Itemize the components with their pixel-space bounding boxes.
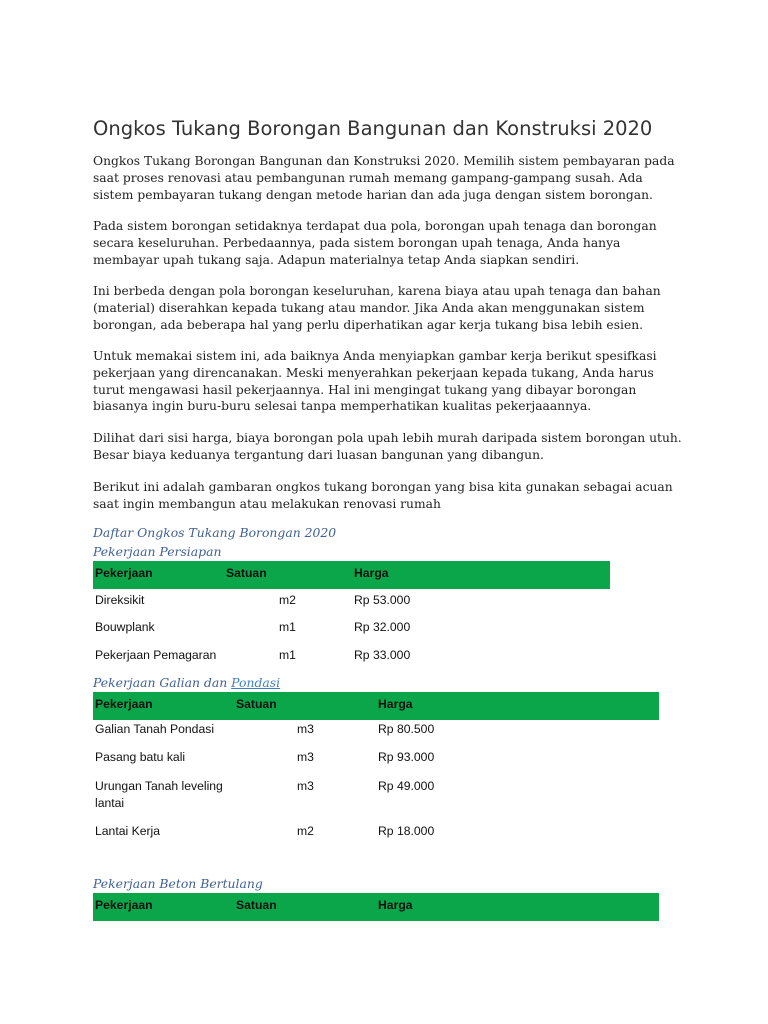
table-header-persiapan (93, 561, 610, 589)
document-title: Ongkos Tukang Borongan Bangunan dan Konstruksi 2020 (93, 117, 653, 140)
section-caption-galian (93, 675, 280, 690)
header-satuan: Satuan (236, 697, 277, 711)
paragraph-gambar-kerja (93, 348, 693, 415)
paragraph-line: saat ingin membangun atau melakukan renovasi rumah (93, 496, 441, 511)
table-row-unit: m1 (279, 648, 296, 662)
header-pekerjaan: Pekerjaan (95, 697, 153, 711)
table-row-item: Bouwplank (95, 620, 155, 634)
table-row-price: Rp 32.000 (354, 620, 411, 634)
paragraph-line: saat proses renovasi atau pembangunan rumah memang gampang-gampang susah. Ada (93, 170, 643, 185)
table-row-unit: m3 (297, 779, 314, 793)
section-caption-beton: Pekerjaan Beton Bertulang (93, 876, 263, 891)
paragraph-line: borongan, ada beberapa hal yang perlu diperhatikan agar kerja tukang bisa lebih esien. (93, 317, 644, 332)
paragraph-line: Dilihat dari sisi harga, biaya borongan pola upah lebih murah daripada sistem borongan utuh. (93, 431, 682, 445)
table-row-item: Galian Tanah Pondasi (95, 722, 215, 736)
header-pekerjaan: Pekerjaan (95, 898, 153, 912)
paragraph-line: turut mengawasi hasil pekerjaannya. Hal ini mengingat tukang yang dibayar borongan (93, 382, 637, 397)
paragraph-line: sistem pembayaran tukang dengan metode harian dan ada juga dengan sistem borongan. (93, 187, 653, 202)
table-row-unit: m2 (279, 593, 296, 607)
table-row-item-continued: lantai (95, 796, 125, 810)
table-row-price: Rp 53.000 (354, 593, 411, 607)
table-row-price: Rp 18.000 (378, 824, 435, 838)
table-row-item: Pekerjaan Pemagaran (95, 648, 217, 662)
section-caption-persiapan: Pekerjaan Persiapan (93, 544, 222, 559)
header-harga: Harga (378, 898, 413, 912)
section-caption-text: Pekerjaan Galian dan (93, 675, 232, 690)
table-row-price: Rp 49.000 (378, 779, 435, 793)
header-harga: Harga (378, 697, 413, 711)
paragraph-borongan-keseluruhan (93, 283, 693, 333)
paragraph-line: Ini berbeda dengan pola borongan keseluruhan, karena biaya atau upah tenaga dan bahan (93, 284, 661, 298)
table-row-price: Rp 80.500 (378, 722, 435, 736)
header-satuan: Satuan (226, 566, 267, 580)
header-harga: Harga (354, 566, 389, 580)
table-row-item: Direksikit (95, 593, 145, 607)
paragraph-line: membayar upah tukang saja. Adapun materialnya tetap Anda siapkan sendiri. (93, 252, 580, 267)
paragraph-line: Ongkos Tukang Borongan Bangunan dan Konstruksi 2020. Memilih sistem pembayaran pada (93, 154, 675, 168)
paragraph-line: biasanya ingin buru-buru selesai tanpa memperhatikan kualitas pekerjaaannya. (93, 399, 592, 414)
paragraph-line: Besar biaya keduanya tergantung dari luasan bangunan yang dibangun. (93, 447, 544, 462)
paragraph-line: secara keseluruhan. Perbedaannya, pada sistem borongan upah tenaga, Anda hanya (93, 235, 621, 250)
table-row-item: Lantai Kerja (95, 824, 161, 838)
table-row-price: Rp 93.000 (378, 750, 435, 764)
paragraph-line: Untuk memakai sistem ini, ada baiknya Anda menyiapkan gambar kerja berikut spesifkasi (93, 349, 657, 363)
table-header-beton (93, 893, 659, 921)
paragraph-line: Pada sistem borongan setidaknya terdapat dua pola, borongan upah tenaga dan borongan (93, 219, 657, 233)
table-row-price: Rp 33.000 (354, 648, 411, 662)
paragraph-line: (material) diserahkan kepada tukang atau mandor. Jika Anda akan menggunakan sistem (93, 300, 645, 315)
paragraph-gambaran (93, 479, 693, 513)
table-row-unit: m2 (297, 824, 314, 838)
table-row-unit: m3 (297, 722, 314, 736)
paragraph-intro (93, 153, 693, 203)
table-row-item: Pasang batu kali (95, 750, 186, 764)
paragraph-harga (93, 430, 693, 464)
paragraph-borongan-pola (93, 218, 693, 268)
header-satuan: Satuan (236, 898, 277, 912)
table-row-unit: m1 (279, 620, 296, 634)
pondasi-link[interactable]: Pondasi (231, 675, 281, 690)
header-pekerjaan: Pekerjaan (95, 566, 153, 580)
list-title: Daftar Ongkos Tukang Borongan 2020 (93, 525, 337, 540)
paragraph-line: pekerjaan yang direncanakan. Meski menyerahkan pekerjaan kepada tukang, Anda harus (93, 365, 654, 380)
table-row-unit: m3 (297, 750, 314, 764)
table-header-galian (93, 692, 659, 720)
table-row-item: Urungan Tanah leveling (95, 779, 223, 793)
paragraph-line: Berikut ini adalah gambaran ongkos tukang borongan yang bisa kita gunakan sebagai acuan (93, 480, 673, 494)
